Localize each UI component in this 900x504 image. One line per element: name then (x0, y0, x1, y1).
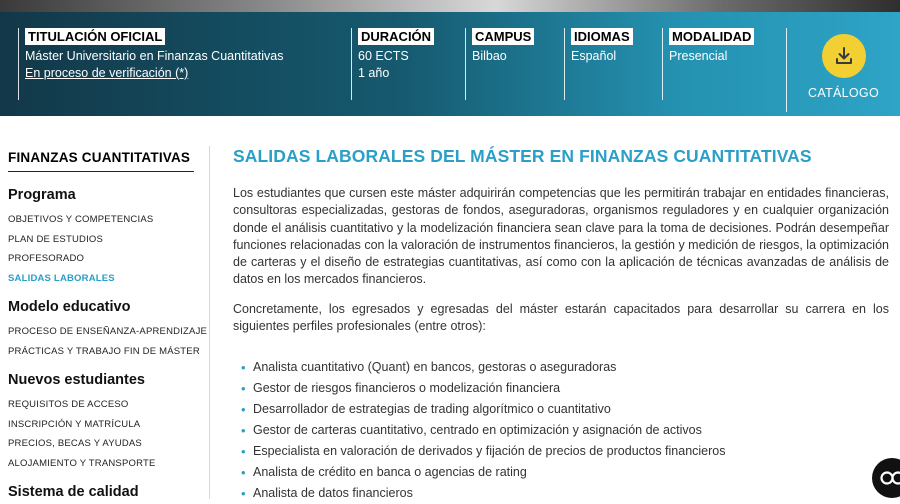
sidebar-title: FINANZAS CUANTITATIVAS (8, 150, 190, 165)
sidebar-item-profesorado[interactable]: PROFESORADO (8, 253, 84, 264)
sidebar-item-precios[interactable]: PRECIOS, BECAS Y AYUDAS (8, 438, 142, 449)
field-value: Presencial (669, 48, 772, 65)
chat-icon (879, 469, 900, 487)
field-campus (465, 28, 555, 100)
sidebar-item-objetivos[interactable]: OBJETIVOS Y COMPETENCIAS (8, 214, 153, 225)
field-titulacion (18, 28, 336, 100)
field-idiomas (564, 28, 654, 100)
catalog-label: CATÁLOGO (787, 86, 900, 100)
field-label: MODALIDAD (669, 28, 754, 45)
list-item: • Analista cuantitativo (Quant) en bancos, gestoras o aseguradoras (253, 357, 889, 378)
field-value: 1 año (358, 65, 451, 82)
list-item: • Gestor de riesgos financieros o modelización financiera (253, 378, 889, 399)
career-list (233, 357, 889, 504)
list-item: • Especialista en valoración de derivados y fijación de precios de productos financieros (253, 441, 889, 462)
header-image-strip (0, 0, 900, 12)
sidebar-item-ensenanza[interactable]: PROCESO DE ENSEÑANZA-APRENDIZAJE (8, 326, 207, 337)
field-label: IDIOMAS (571, 28, 633, 45)
profiles-paragraph: Concretamente, los egresados y egresadas del máster estarán capacitados para desarrollar su carrera en los siguientes perfiles profesionales (entre otros): (233, 301, 889, 336)
list-item: • Desarrollador de estrategias de trading algorítmico o cuantitativo (253, 399, 889, 420)
sidebar-heading-modelo-educativo: Modelo educativo (8, 299, 130, 315)
field-value: Español (571, 48, 654, 65)
sidebar-item-inscripcion[interactable]: INSCRIPCIÓN Y MATRÍCULA (8, 419, 140, 430)
sidebar-heading-sistema-calidad[interactable]: Sistema de calidad (8, 484, 139, 500)
sidebar-item-requisitos[interactable]: REQUISITOS DE ACCESO (8, 399, 129, 410)
list-item: • Analista de crédito en banca o agencias de rating (253, 462, 889, 483)
program-info-banner (0, 12, 900, 116)
verification-link[interactable]: En proceso de verificación (*) (25, 65, 336, 82)
main-content (233, 146, 889, 504)
field-label: CAMPUS (472, 28, 534, 45)
field-label: DURACIÓN (358, 28, 434, 45)
sidebar-heading-programa: Programa (8, 187, 76, 203)
list-item: • Gestor de carteras cuantitativo, centrado en optimización y asignación de activos (253, 420, 889, 441)
page-title: SALIDAS LABORALES DEL MÁSTER EN FINANZAS CUANTITATIVAS (233, 146, 889, 167)
sidebar-item-alojamiento[interactable]: ALOJAMIENTO Y TRANSPORTE (8, 458, 156, 469)
field-value: 60 ECTS (358, 48, 451, 65)
sidebar-item-plan-estudios[interactable]: PLAN DE ESTUDIOS (8, 234, 103, 245)
field-value: Bilbao (472, 48, 555, 65)
sidebar-nav (0, 146, 210, 499)
sidebar-title-divider (8, 171, 194, 172)
download-icon (822, 34, 866, 78)
list-item: • Analista de datos financieros (253, 483, 889, 504)
sidebar-item-practicas[interactable]: PRÁCTICAS Y TRABAJO FIN DE MÁSTER (8, 346, 200, 357)
intro-paragraph: Los estudiantes que cursen este máster adquirirán competencias que les permitirán trabajar en entidades financieras, consultoras especializadas, gestoras de fondos, aseguradoras, organismos reguladores y en cualquier organización donde el análisis cuantitativo y la modelización financiera sean clave para la toma de decisiones. Podrán desempeñar funciones relacionadas con la valoración de instrumentos financieros, la gestión y medición de riesgos, la optimización de carteras y el diseño de estrategias cuantitativas, así como con la aplicación de técnicas avanzadas de análisis de datos en los mercados financieros. (233, 185, 889, 289)
sidebar-heading-nuevos-estudiantes: Nuevos estudiantes (8, 372, 145, 388)
field-label: TITULACIÓN OFICIAL (25, 28, 165, 45)
catalog-download-button[interactable] (786, 28, 900, 112)
sidebar-item-salidas-laborales[interactable]: SALIDAS LABORALES (8, 273, 115, 284)
field-duracion (351, 28, 451, 100)
field-modalidad (662, 28, 772, 100)
field-value: Máster Universitario en Finanzas Cuantitativas (25, 48, 336, 65)
